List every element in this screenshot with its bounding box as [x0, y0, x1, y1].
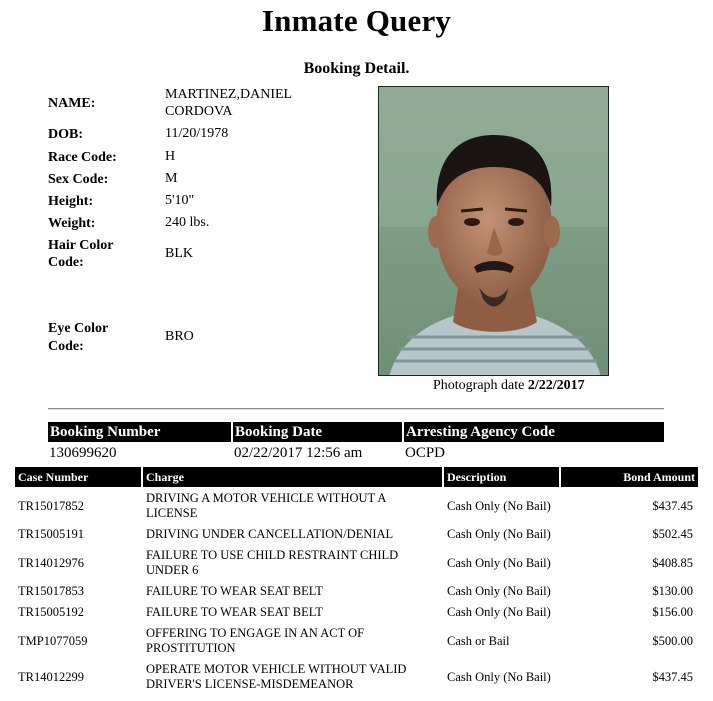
inmate-detail	[48, 86, 368, 366]
race-value: H	[165, 149, 176, 164]
person-photo-icon	[379, 87, 609, 376]
sex-value: M	[165, 171, 178, 186]
booking-date-header: Booking Date	[233, 422, 402, 442]
table-row-description: Cash Only (No Bail)	[447, 584, 551, 598]
table-row-bond: $156.00	[652, 605, 693, 619]
photo-caption	[433, 378, 585, 394]
table-row-case: TR15005192	[18, 605, 84, 619]
page-subtitle: Booking Detail.	[303, 60, 410, 77]
section-divider	[48, 408, 664, 410]
table-row-case: TR14012299	[18, 670, 84, 684]
hair-value: BLK	[165, 246, 193, 261]
table-row-description: Cash Only (No Bail)	[447, 499, 551, 513]
charge-header: Charge	[143, 467, 442, 487]
table-row-case: TR15017852	[18, 499, 84, 513]
hair-label-line1: Hair Color	[48, 238, 114, 253]
eye-value: BRO	[165, 329, 194, 344]
height-label: Height:	[48, 194, 94, 209]
inmate-photo	[378, 86, 609, 376]
name-value-line1: MARTINEZ,DANIEL	[165, 87, 293, 102]
race-label: Race Code:	[48, 150, 117, 165]
table-row-charge-line1: FAILURE TO WEAR SEAT BELT	[146, 605, 323, 619]
table-row-description: Cash Only (No Bail)	[447, 527, 551, 541]
table-row-case: TMP1077059	[18, 634, 88, 648]
eye-label-line1: Eye Color	[48, 321, 109, 336]
table-row-charge-line2: LICENSE	[146, 506, 198, 520]
table-row-charge-line2: PROSTITUTION	[146, 641, 236, 655]
table-row-bond: $502.45	[652, 527, 693, 541]
table-row-case: TR15017853	[18, 584, 84, 598]
arresting-agency-header: Arresting Agency Code	[404, 422, 664, 442]
weight-value: 240 lbs.	[165, 215, 210, 230]
table-row-bond: $130.00	[652, 584, 693, 598]
table-row-charge-line2: UNDER 6	[146, 563, 199, 577]
page-title: Inmate Query	[261, 3, 452, 38]
weight-label: Weight:	[48, 216, 96, 231]
table-row-case: TR15005191	[18, 527, 84, 541]
table-row-case: TR14012976	[18, 556, 84, 570]
photo-caption-label: Photograph date	[433, 378, 525, 393]
table-row-description: Cash Only (No Bail)	[447, 670, 551, 684]
table-row-description: Cash Only (No Bail)	[447, 605, 551, 619]
table-row-charge-line1: OFFERING TO ENGAGE IN AN ACT OF	[146, 626, 365, 640]
table-row-description: Cash Only (No Bail)	[447, 556, 551, 570]
table-row-charge-line1: DRIVING UNDER CANCELLATION/DENIAL	[146, 527, 394, 541]
table-row-bond: $437.45	[652, 670, 693, 684]
dob-value: 11/20/1978	[165, 126, 229, 141]
name-label: NAME:	[48, 96, 96, 111]
table-row-description: Cash or Bail	[447, 634, 510, 648]
table-row-charge-line2: DRIVER'S LICENSE-MISDEMEANOR	[146, 677, 354, 691]
eye-label-line2: Code:	[48, 339, 84, 354]
table-row-charge-line1: FAILURE TO WEAR SEAT BELT	[146, 584, 323, 598]
booking-date-value: 02/22/2017 12:56 am	[234, 445, 363, 461]
photo-date: 2/22/2017	[527, 378, 585, 393]
table-row-charge-line1: FAILURE TO USE CHILD RESTRAINT CHILD	[146, 548, 399, 562]
description-header: Description	[444, 467, 559, 487]
table-row-bond: $408.85	[652, 556, 693, 570]
table-row-bond: $437.45	[652, 499, 693, 513]
sex-label: Sex Code:	[48, 172, 109, 187]
table-row-charge-line1: DRIVING A MOTOR VEHICLE WITHOUT A	[146, 491, 387, 505]
table-row-bond: $500.00	[652, 634, 693, 648]
name-value-line2: CORDOVA	[165, 104, 233, 119]
hair-label-line2: Code:	[48, 255, 84, 270]
booking-number-value: 130699620	[49, 445, 117, 461]
booking-number-header: Booking Number	[48, 422, 231, 442]
case-number-header: Case Number	[15, 467, 141, 487]
bond-amount-header: Bond Amount	[561, 467, 698, 487]
table-row-charge-line1: OPERATE MOTOR VEHICLE WITHOUT VALID	[146, 662, 407, 676]
height-value: 5'10"	[165, 193, 195, 208]
arresting-agency-value: OCPD	[405, 445, 446, 461]
dob-label: DOB:	[48, 127, 83, 142]
